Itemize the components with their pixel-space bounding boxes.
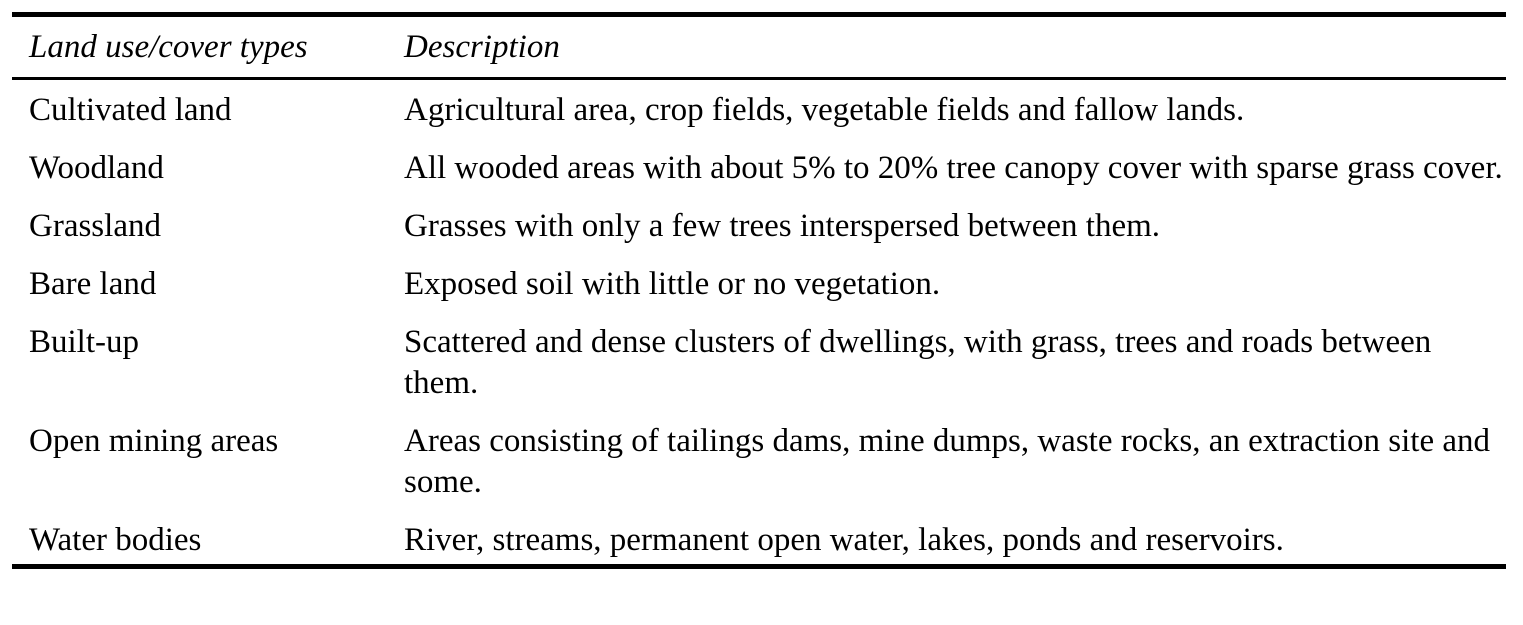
table-row <box>12 520 1506 561</box>
row-land-type: Open mining areas <box>29 423 279 459</box>
row-land-type: Grassland <box>29 208 161 244</box>
row-description: All wooded areas with about 5% to 20% tree canopy cover with sparse grass cover. <box>404 150 1503 186</box>
row-land-type: Cultivated land <box>29 92 232 128</box>
row-land-type: Bare land <box>29 266 157 302</box>
table-row <box>12 90 1506 131</box>
row-description: Scattered and dense clusters of dwellings, with grass, trees and roads between them. <box>404 324 1432 401</box>
table-row <box>12 148 1506 189</box>
table-header-row <box>12 17 1506 77</box>
row-land-type: Woodland <box>29 150 164 186</box>
table-bottom-rule <box>12 564 1506 569</box>
row-description: River, streams, permanent open water, lakes, ponds and reservoirs. <box>404 522 1284 558</box>
table-row <box>12 264 1506 305</box>
header-description: Description <box>404 28 560 65</box>
row-description: Exposed soil with little or no vegetation. <box>404 266 941 302</box>
land-cover-table <box>12 12 1506 569</box>
row-description: Areas consisting of tailings dams, mine dumps, waste rocks, an extraction site and some. <box>404 423 1491 500</box>
table-body <box>12 80 1506 561</box>
table-row <box>12 421 1506 503</box>
header-land-use-types: Land use/cover types <box>29 28 308 65</box>
row-land-type: Built-up <box>29 324 140 360</box>
row-description: Agricultural area, crop fields, vegetable fields and fallow lands. <box>404 92 1245 128</box>
table-row <box>12 322 1506 404</box>
row-description: Grasses with only a few trees interspersed between them. <box>404 208 1161 244</box>
row-land-type: Water bodies <box>29 522 202 558</box>
table-row <box>12 206 1506 247</box>
